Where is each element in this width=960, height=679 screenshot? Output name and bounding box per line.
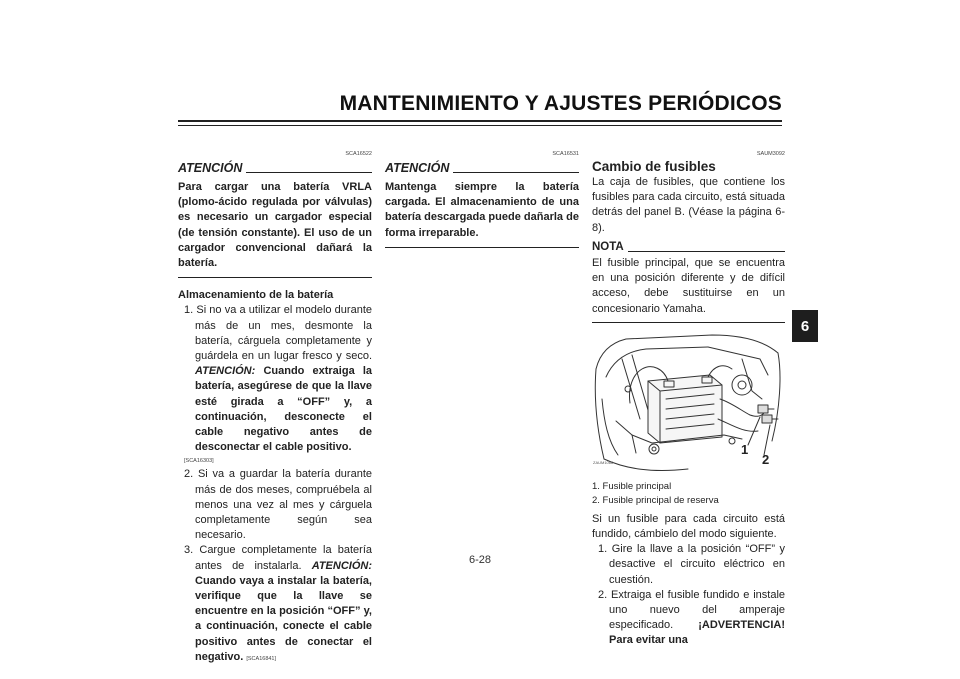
page-header-title: MANTENIMIENTO Y AJUSTES PERIÓDICOS [339,92,782,115]
note-header [592,240,785,255]
step-number: 3. [184,544,194,557]
step-warning-text: ¡ADVERTENCIA! Para evitar una [609,619,785,647]
step-number: 2. [598,588,608,601]
note-label: NOTA [592,240,624,253]
caution-header [385,161,579,175]
step-text: Si va a guardar la batería durante más de dos meses, compruébela al menos una vez al mes y cárguela completamente según sea necesario. [195,468,373,542]
column-1 [178,150,372,667]
caution-header-line [246,172,372,173]
step-text: Extraiga el fusible fundido e instale uno nuevo del amperaje especificado. [609,588,786,632]
note-end-rule [592,322,785,323]
step-attention-label: ATENCIÓN: [195,365,256,378]
caution-code: SCA16522 [345,151,372,157]
figure-code: ZAUM1068 [593,459,614,465]
header-rule-thin [178,125,782,126]
step-warning-text: Cuando vaya a instalar la batería, verifique que la llave se encuentre en la posición “OFF” y, a continuación, conecte el cable positivo antes de conectar el negativo. [195,574,372,663]
note-header-line [628,251,785,252]
step-warning-text: Cuando extraiga la batería, asegúrese de que la llave esté girada a “OFF” y, a continuación, desconecte el cable negativo antes de desconectar el cable positivo. [195,365,372,454]
step-text: Si no va a utilizar el modelo durante más de un mes, desmonte la batería, cárguela completamente y guárdela en un lugar fresco y seco. [195,304,372,363]
section-intro: La caja de fusibles, que contiene los fusibles para cada circuito, está situada detrás del panel B. (Véase la página 6-8). [592,176,785,234]
caution-label: ATENCIÓN [178,161,243,175]
caution-header [178,161,372,175]
caution-text: Para cargar una batería VRLA (plomo-ácido regulada por válvulas) es necesario un cargador especial (de tensión constante). El uso de un cargador convencional dañará la batería. [178,181,372,270]
step-code: [SCA16841] [246,655,277,662]
fuse-replacement-text: Si un fusible para cada circuito está fundido, cámbielo del modo siguiente. [592,512,785,541]
caution-label: ATENCIÓN [385,161,450,175]
chapter-tab[interactable]: 6 [792,310,818,342]
step-number: 2. [184,468,194,481]
section-code: SAUM3092 [756,151,785,157]
column-3 [592,150,785,649]
caution-end-rule [385,247,579,248]
page-number: 6-28 [468,554,492,566]
column-2 [385,150,579,258]
step-text: Gire la llave a la posición “OFF” y desactive el circuito eléctrico en cuestión. [609,543,785,586]
callout-2: 2 [762,451,770,467]
list-item [178,467,372,543]
section-title: Cambio de fusibles [592,159,716,174]
motorcycle-fuse-illustration [592,329,785,479]
list-item [592,588,785,649]
storage-steps [178,303,372,667]
step-text: Cargue completamente la batería antes de instalarla. [195,544,372,572]
list-item [178,303,372,467]
caution-end-rule [178,277,372,278]
header-rule-thick [178,120,782,122]
callout-1: 1 [741,441,749,457]
figure-caption-2: 2. Fusible principal de reserva [592,494,719,506]
fuse-location-figure [592,329,785,479]
figure-caption-1: 1. Fusible principal [592,480,672,492]
storage-heading: Almacenamiento de la batería [178,289,334,302]
caution-header-line [453,172,579,173]
note-text: El fusible principal, que se encuentra en una posición diferente y de difícil acceso, debe sustituirse en un concesionario Yamaha. [592,257,785,315]
step-number: 1. [184,304,194,317]
caution-text: Mantenga siempre la batería cargada. El almacenamiento de una batería descargada puede dañarla de forma irreparable. [385,181,579,239]
step-number: 1. [598,543,608,556]
caution-code: SCA16531 [552,151,579,157]
step-attention-label: ATENCIÓN: [311,559,372,572]
step-code: [SCA16303] [184,458,214,465]
